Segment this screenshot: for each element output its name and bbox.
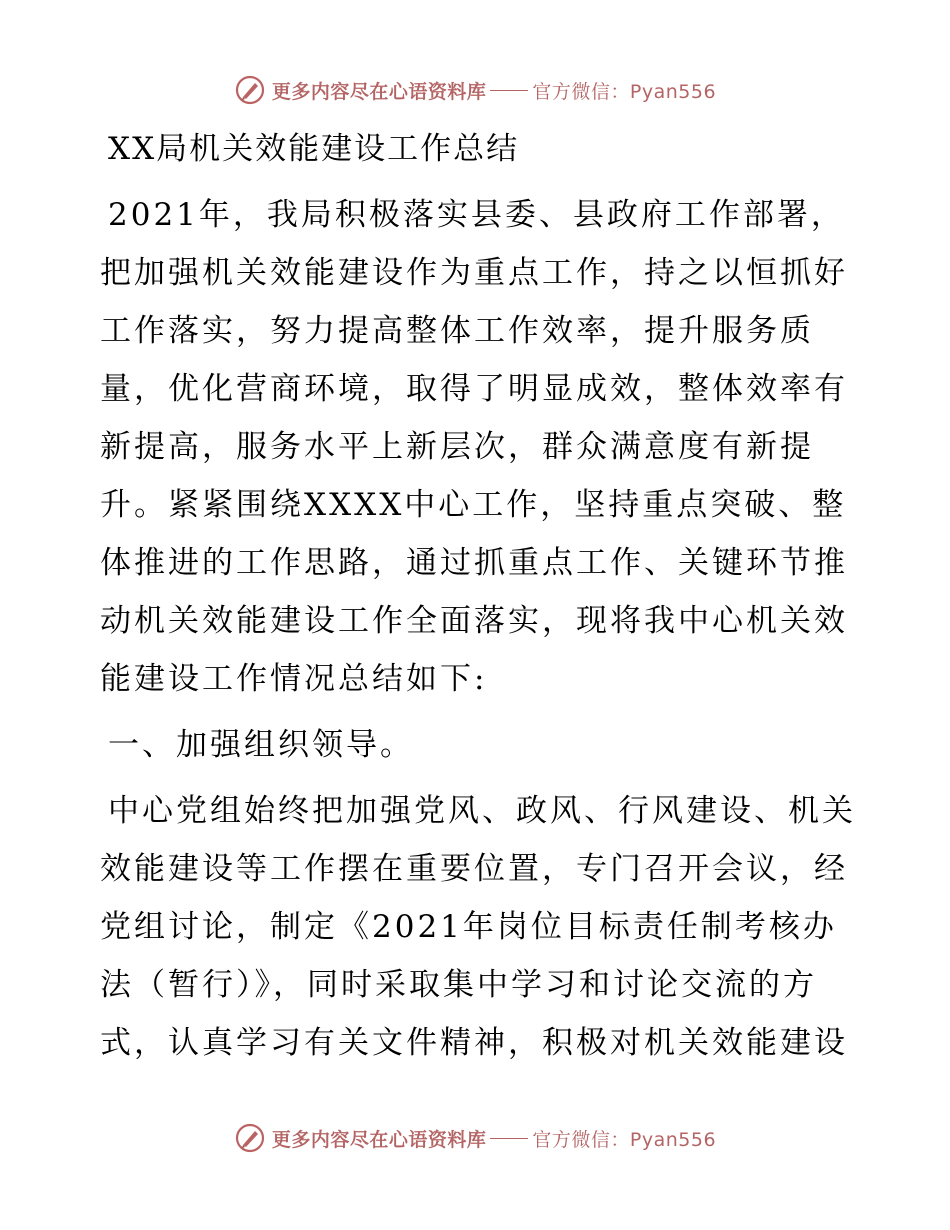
watermark-contact: 官方微信：Pyan556 [532,1128,717,1151]
watermark-slogan: 更多内容尽在心语资料库 [271,1128,487,1151]
section-heading: 一、加强组织领导。 [108,727,414,763]
body-paragraph: 中心党组始终把加强党风、政风、行风建设、机关效能建设等工作摆在重要位置，专门召开会议，经党组讨论，制定《2021年岗位目标责任制考核办法（暂行）》，同时采取集中学习和讨论交流的方式，认真学习有关文件精神，积极对机关效能建设 [100,793,856,1061]
pen-circle-logo-icon [234,1122,266,1154]
header-watermark [0,70,950,110]
watermark-contact: 官方微信：Pyan556 [532,80,717,103]
watermark-slogan: 更多内容尽在心语资料库 [271,80,487,103]
document-body [100,120,860,1080]
watermark-divider [490,90,528,91]
watermark-divider [490,1138,528,1139]
pen-circle-logo-icon [234,74,266,106]
intro-paragraph: 2021年，我局积极落实县委、县政府工作部署，把加强机关效能建设作为重点工作，持之以恒抓好工作落实，努力提高整体工作效率，提升服务质量，优化营商环境，取得了明显成效，整体效率有新提高，服务水平上新层次，群众满意度有新提升。紧紧围绕XXXX中心工作，坚持重点突破、整体推进的工作思路，通过抓重点工作、关键环节推动机关效能建设工作全面落实，现将我中心机关效能建设工作情况总结如下: [100,197,848,697]
footer-watermark [0,1118,950,1158]
document-title: XX局机关效能建设工作总结 [108,131,520,167]
